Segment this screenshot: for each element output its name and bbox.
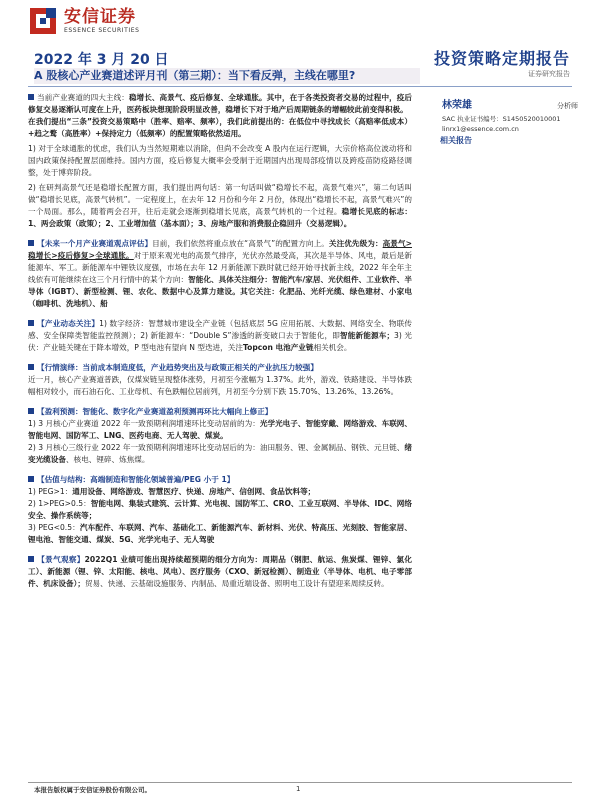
priority-order: 高景气>稳增长>疫后修复>全球通胀。 bbox=[28, 239, 412, 260]
focus-list: 智能汽车/家居、光伏组件、工业软件、半导体（IGBT）、新型检测、锂、农化、数据中心及算力建设。 bbox=[28, 275, 412, 296]
analyst-email[interactable]: linrx1@essence.com.cn bbox=[442, 125, 519, 133]
report-type: 投资策略定期报告 bbox=[433, 49, 570, 68]
analyst-name: 林荣雄 bbox=[442, 100, 472, 111]
section-main-lines bbox=[28, 92, 412, 230]
peg-list-1: 通用设备、网络游戏、智慧医疗、快递、房地产、信创网、食品饮料等； bbox=[72, 487, 316, 496]
section-text: 2022Q1 业绩可能出现持续超预期的细分方向为： bbox=[84, 555, 263, 564]
section-market bbox=[28, 362, 412, 398]
related-reports-heading: 相关报告 bbox=[440, 136, 472, 145]
analyst-card bbox=[418, 96, 578, 133]
peg-label-2: 2) 1>PEG>0.5： bbox=[28, 499, 91, 508]
section-text: 目前，我们依然将重点放在“高景气”的配置方向上。 bbox=[152, 239, 329, 248]
section-text-rest: 对于原来观光电的高景气排序，光伏亦然最受高，其次是半导体、风电，最后是新能源车、军工。新能源车中锂铁议度强，市场在去年 12 月新能源下跌时就已经开始寻找新主线，2022 年全年主线依有可能继续在这三个月行情中的某个方向： bbox=[28, 251, 413, 284]
section-bold: 智能新能源车； bbox=[339, 331, 395, 340]
bullet-square-icon bbox=[28, 240, 34, 246]
section-bold: 光学光电子、智能穿戴、网络游戏、车联网、智能电网、国防军工、LNG、医药电商、无人驾驶、煤炭。 bbox=[28, 419, 412, 440]
section-outlook bbox=[28, 238, 412, 310]
analyst-role: 分析师 bbox=[557, 102, 578, 110]
bullet-square-icon bbox=[28, 320, 34, 326]
also-list: 化肥品、光纤光缆、绿色建材、小家电（咖啡机、洗地机）、船 bbox=[28, 287, 412, 308]
inflation-paragraph: 1) 对于全球通胀的忧虑，我们认为当然短期难以消除，但尚不会改变 A 股内在运行逻辑，大宗价格高位波动将和国内政策保持配置层面维持。国内方面，疫后修复大概率会受制于近期国内出现局部疫情以及跨疫苗防疫路径调整，处于博弈阶段。 bbox=[28, 144, 412, 177]
report-title: A 股核心产业赛道述评月刊（第三期）：当下看反弹，主线在哪里? bbox=[34, 68, 420, 84]
section-tag: 【行情演绎：当前成本制造度低，产业趋势突出及与政策正相关的产业抗压力较强】 bbox=[37, 363, 318, 372]
peg-list-2: 智能电网、集装式建筑、云计算、光电视、国防军工、CRO、工业互联网、半导体、IDC、网络安全、操作系统等； bbox=[28, 499, 412, 520]
section-lead: 当前产业赛道的四大主线： bbox=[37, 93, 129, 102]
section-text-3: 相关机会。 bbox=[313, 343, 352, 352]
analyst-sac-number: SAC 执业证书编号：S1450520010001 bbox=[442, 115, 561, 123]
strategy-paragraph: 在我们提出“三条”投资交易策略中（胜率、赔率、频率），我们此前提出的：在低位中寻找成长（高赔率低成本）+趋之鹜（高胜率）+保持定力（低频率）的配置策略依然适用。 bbox=[28, 117, 412, 138]
section-bold-2: 绪变光缆设备 bbox=[28, 443, 412, 464]
essence-logo-icon bbox=[28, 6, 58, 36]
section-lead-bold: 稳增长、高景气、疫后修复、全球通胀。其中，在于各类投资者交易的过程中，疫后修复交易逐渐认可度在上升，医药板块想现阶段明显改善，稳增长下对于地产后周期链条的增幅较此前变得积极。 bbox=[28, 93, 413, 114]
peg-label-1: 1) PEG>1： bbox=[28, 487, 73, 496]
report-date: 2022 年 3 月 20 日 bbox=[34, 52, 169, 68]
peg-label-3: 3) PEG<0.5： bbox=[28, 523, 80, 532]
growth-signal: 稳增长见底的标志：1、两会政策（政策）；2、工业增加值（基本面）；3、房地产服和消费服企稳回升（交易逻辑）。 bbox=[28, 207, 412, 228]
section-text-2: 3) 光伏：产业链关键在于降本增效，P 型电池有望向 N 型迭进，关注 bbox=[28, 331, 412, 352]
section-prosperity bbox=[28, 554, 412, 590]
bullet-square-icon bbox=[28, 364, 34, 370]
report-subtype: 证券研究报告 bbox=[528, 70, 570, 78]
focus-label: 智能化、具体关注细分： bbox=[188, 275, 272, 284]
bullet-square-icon bbox=[28, 408, 34, 414]
section-text: 近一月，核心产业赛道普跌，仅煤炭链呈现整体涨势，月初至今涨幅为 1.37%。此外，游戏、铁路建设、半导体跌幅相对较小，而石油石化、工业母机、有色跌幅位居前列，月初至今分别下跌 15.70%、13.26%、13.26%。 bbox=[28, 375, 412, 396]
bullet-square-icon bbox=[28, 94, 34, 100]
section-tag: 【盈利预测：智能化、数字化产业赛道盈利预测再环比大幅向上修正】 bbox=[37, 407, 273, 416]
header-divider bbox=[28, 86, 572, 87]
peg-list-3: 汽车配件、车联网、汽车、基础化工、新能源汽车、新材料、光伏、特高压、光刻胶、智能家居、锂电池、智能交通、煤炭、5G、光学光电子、无人驾驶 bbox=[28, 523, 412, 544]
company-logo bbox=[28, 6, 140, 36]
section-bold-2: Topcon 电池产业链 bbox=[242, 343, 314, 352]
bullet-square-icon bbox=[28, 556, 34, 562]
section-bold: 周期品（钢肥、航运、焦炭煤、锂锌、氯化工）、新能源（锂、锌、太阳能、核电、风电）、医疗服务（CXO、新冠检测）、制造业（半导体、电机、电子零部件、机床设备）； bbox=[28, 555, 412, 588]
priority-label: 关注优先级为： bbox=[328, 239, 383, 248]
brand-name-cn: 安信证券 bbox=[64, 7, 136, 27]
section-industry-dynamics bbox=[28, 318, 412, 354]
page-number: 1 bbox=[296, 785, 301, 793]
section-tag: 【未来一个月产业赛道观点评估】 bbox=[37, 239, 153, 248]
section-text-2: 贸易、快递、云基础设施服务、内制品、局重近端设备、照明电工设计有望迎来周续反转。 bbox=[84, 579, 389, 588]
footer-copyright: 本报告版权属于安信证券股份有限公司。 bbox=[34, 786, 151, 794]
also-label: 其它关注： bbox=[240, 287, 280, 296]
section-tag: 【景气观察】 bbox=[37, 555, 85, 564]
brand-name-en: ESSENCE SECURITIES bbox=[64, 27, 140, 34]
section-text-3: 、核电、锂碎、炼焦煤。 bbox=[65, 455, 150, 464]
section-tag: 【估值与结构：高端制造和智能化领域普遍/PEG 小于 1】 bbox=[37, 475, 235, 484]
section-text-2: 2) 3 月核心三级行业 2022 年一致预期利润增速环比变动居后的为：油田服务、锂、金属制品、钢铁、元旦链、 bbox=[28, 443, 405, 452]
section-text: 1) 3 月核心产业赛道 2022 年一致预期利润增速环比变动居前的为： bbox=[28, 419, 260, 428]
growth-paragraph: 2) 在研判高景气还是稳增长配置方面，我们提出两句话：第一句话叫做“稳增长不起，高景气难兴”，第二句话叫做“稳增长见底，高景气转机”。一定程度上，在去年 12 月份和今年 2 月份，体现出“稳增长不起，高景气难兴”的一个局面。那么，随着两会召开，往后走就会逐渐到稳增长见底，高景气转机的一个过程。 bbox=[28, 183, 412, 216]
section-valuation bbox=[28, 474, 412, 546]
footer-divider bbox=[28, 782, 572, 783]
section-earnings bbox=[28, 406, 412, 466]
section-tag: 【产业动态关注】 bbox=[37, 319, 100, 328]
bullet-square-icon bbox=[28, 476, 34, 482]
section-text: 1) 数字经济：智慧城市建设全产业链（包括底层 5G 应用拓展、大数据、网络安全、物联传感、安全保障类智能监控预测）；2) 新能源车：“Double S”渗透的新变破口去于智能化，即 bbox=[28, 319, 413, 340]
report-body bbox=[28, 92, 412, 598]
